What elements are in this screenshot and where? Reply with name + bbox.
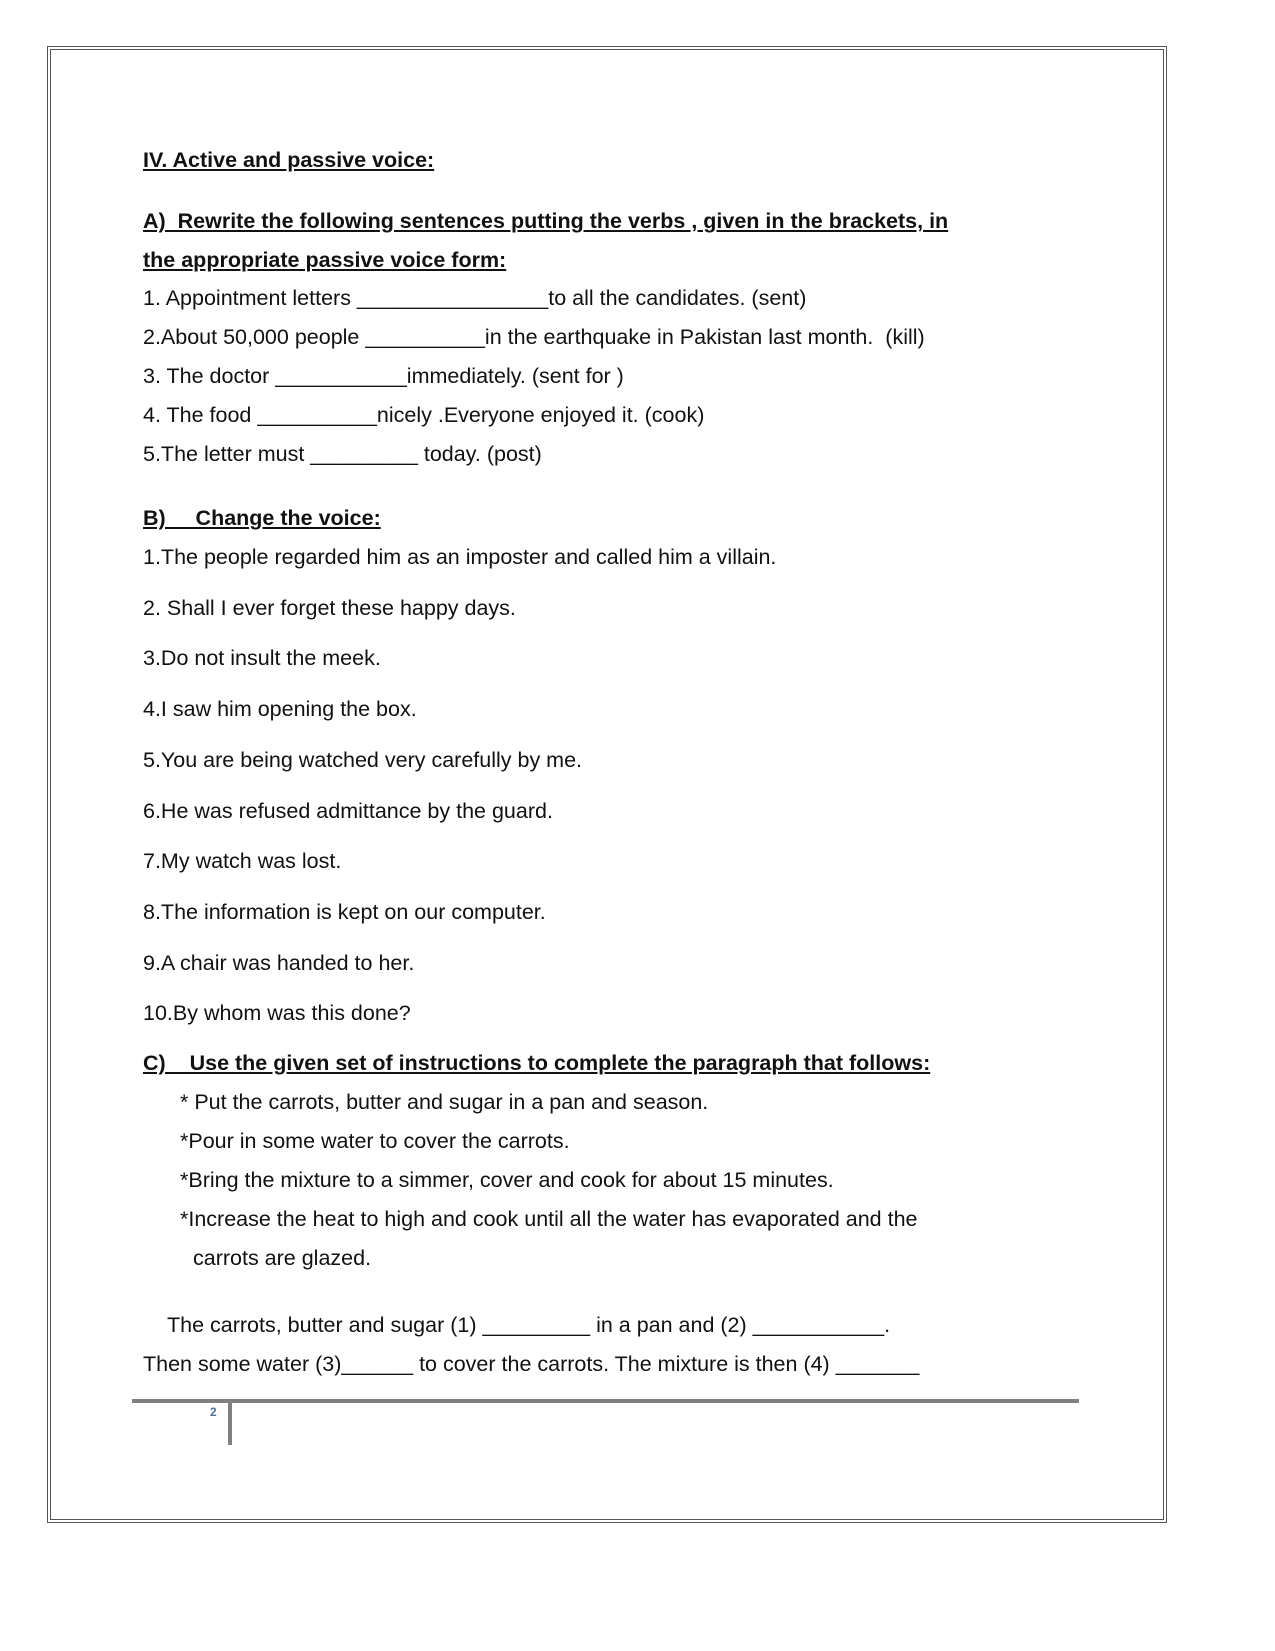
part-b-item: 8.The information is kept on our computer. bbox=[143, 900, 546, 924]
instruction-item: * Put the carrots, butter and sugar in a pan and season. bbox=[180, 1090, 709, 1114]
part-b-item: 4.I saw him opening the box. bbox=[143, 697, 417, 721]
footer-rule bbox=[132, 1399, 1079, 1403]
paragraph-line: The carrots, butter and sugar (1) _________ in a pan and (2) ___________. bbox=[167, 1313, 891, 1337]
paragraph-line: Then some water (3)______ to cover the carrots. The mixture is then (4) _______ bbox=[143, 1352, 920, 1376]
part-a-item: 1. Appointment letters ________________to all the candidates. (sent) bbox=[143, 286, 807, 310]
part-b-item: 7.My watch was lost. bbox=[143, 849, 342, 873]
footer-divider bbox=[228, 1399, 232, 1445]
instruction-item: carrots are glazed. bbox=[193, 1246, 372, 1270]
part-a-item: 2.About 50,000 people __________in the earthquake in Pakistan last month. (kill) bbox=[143, 325, 925, 349]
part-a-item: 3. The doctor ___________immediately. (sent for ) bbox=[143, 364, 624, 388]
part-b-item: 5.You are being watched very carefully by me. bbox=[143, 748, 583, 772]
part-b-item: 3.Do not insult the meek. bbox=[143, 646, 381, 670]
instruction-item: *Pour in some water to cover the carrots. bbox=[180, 1129, 570, 1153]
page-number: 2 bbox=[210, 1405, 217, 1419]
part-b-item: 10.By whom was this done? bbox=[143, 1001, 411, 1025]
part-c-heading: C) Use the given set of instructions to complete the paragraph that follows: bbox=[143, 1051, 931, 1075]
section-title: IV. Active and passive voice: bbox=[143, 148, 435, 172]
part-b-item: 1.The people regarded him as an imposter and called him a villain. bbox=[143, 545, 777, 569]
part-a-heading: A) Rewrite the following sentences putting the verbs , given in the brackets, in bbox=[143, 209, 949, 233]
part-a-item: 4. The food __________nicely .Everyone enjoyed it. (cook) bbox=[143, 403, 705, 427]
part-b-item: 6.He was refused admittance by the guard. bbox=[143, 799, 553, 823]
part-b-item: 9.A chair was handed to her. bbox=[143, 951, 415, 975]
part-a-heading: the appropriate passive voice form: bbox=[143, 248, 507, 272]
part-a-item: 5.The letter must _________ today. (post) bbox=[143, 442, 542, 466]
part-b-item: 2. Shall I ever forget these happy days. bbox=[143, 596, 516, 620]
instruction-item: *Increase the heat to high and cook until all the water has evaporated and the bbox=[180, 1207, 918, 1231]
part-b-heading: B) Change the voice: bbox=[143, 506, 381, 530]
instruction-item: *Bring the mixture to a simmer, cover and cook for about 15 minutes. bbox=[180, 1168, 834, 1192]
